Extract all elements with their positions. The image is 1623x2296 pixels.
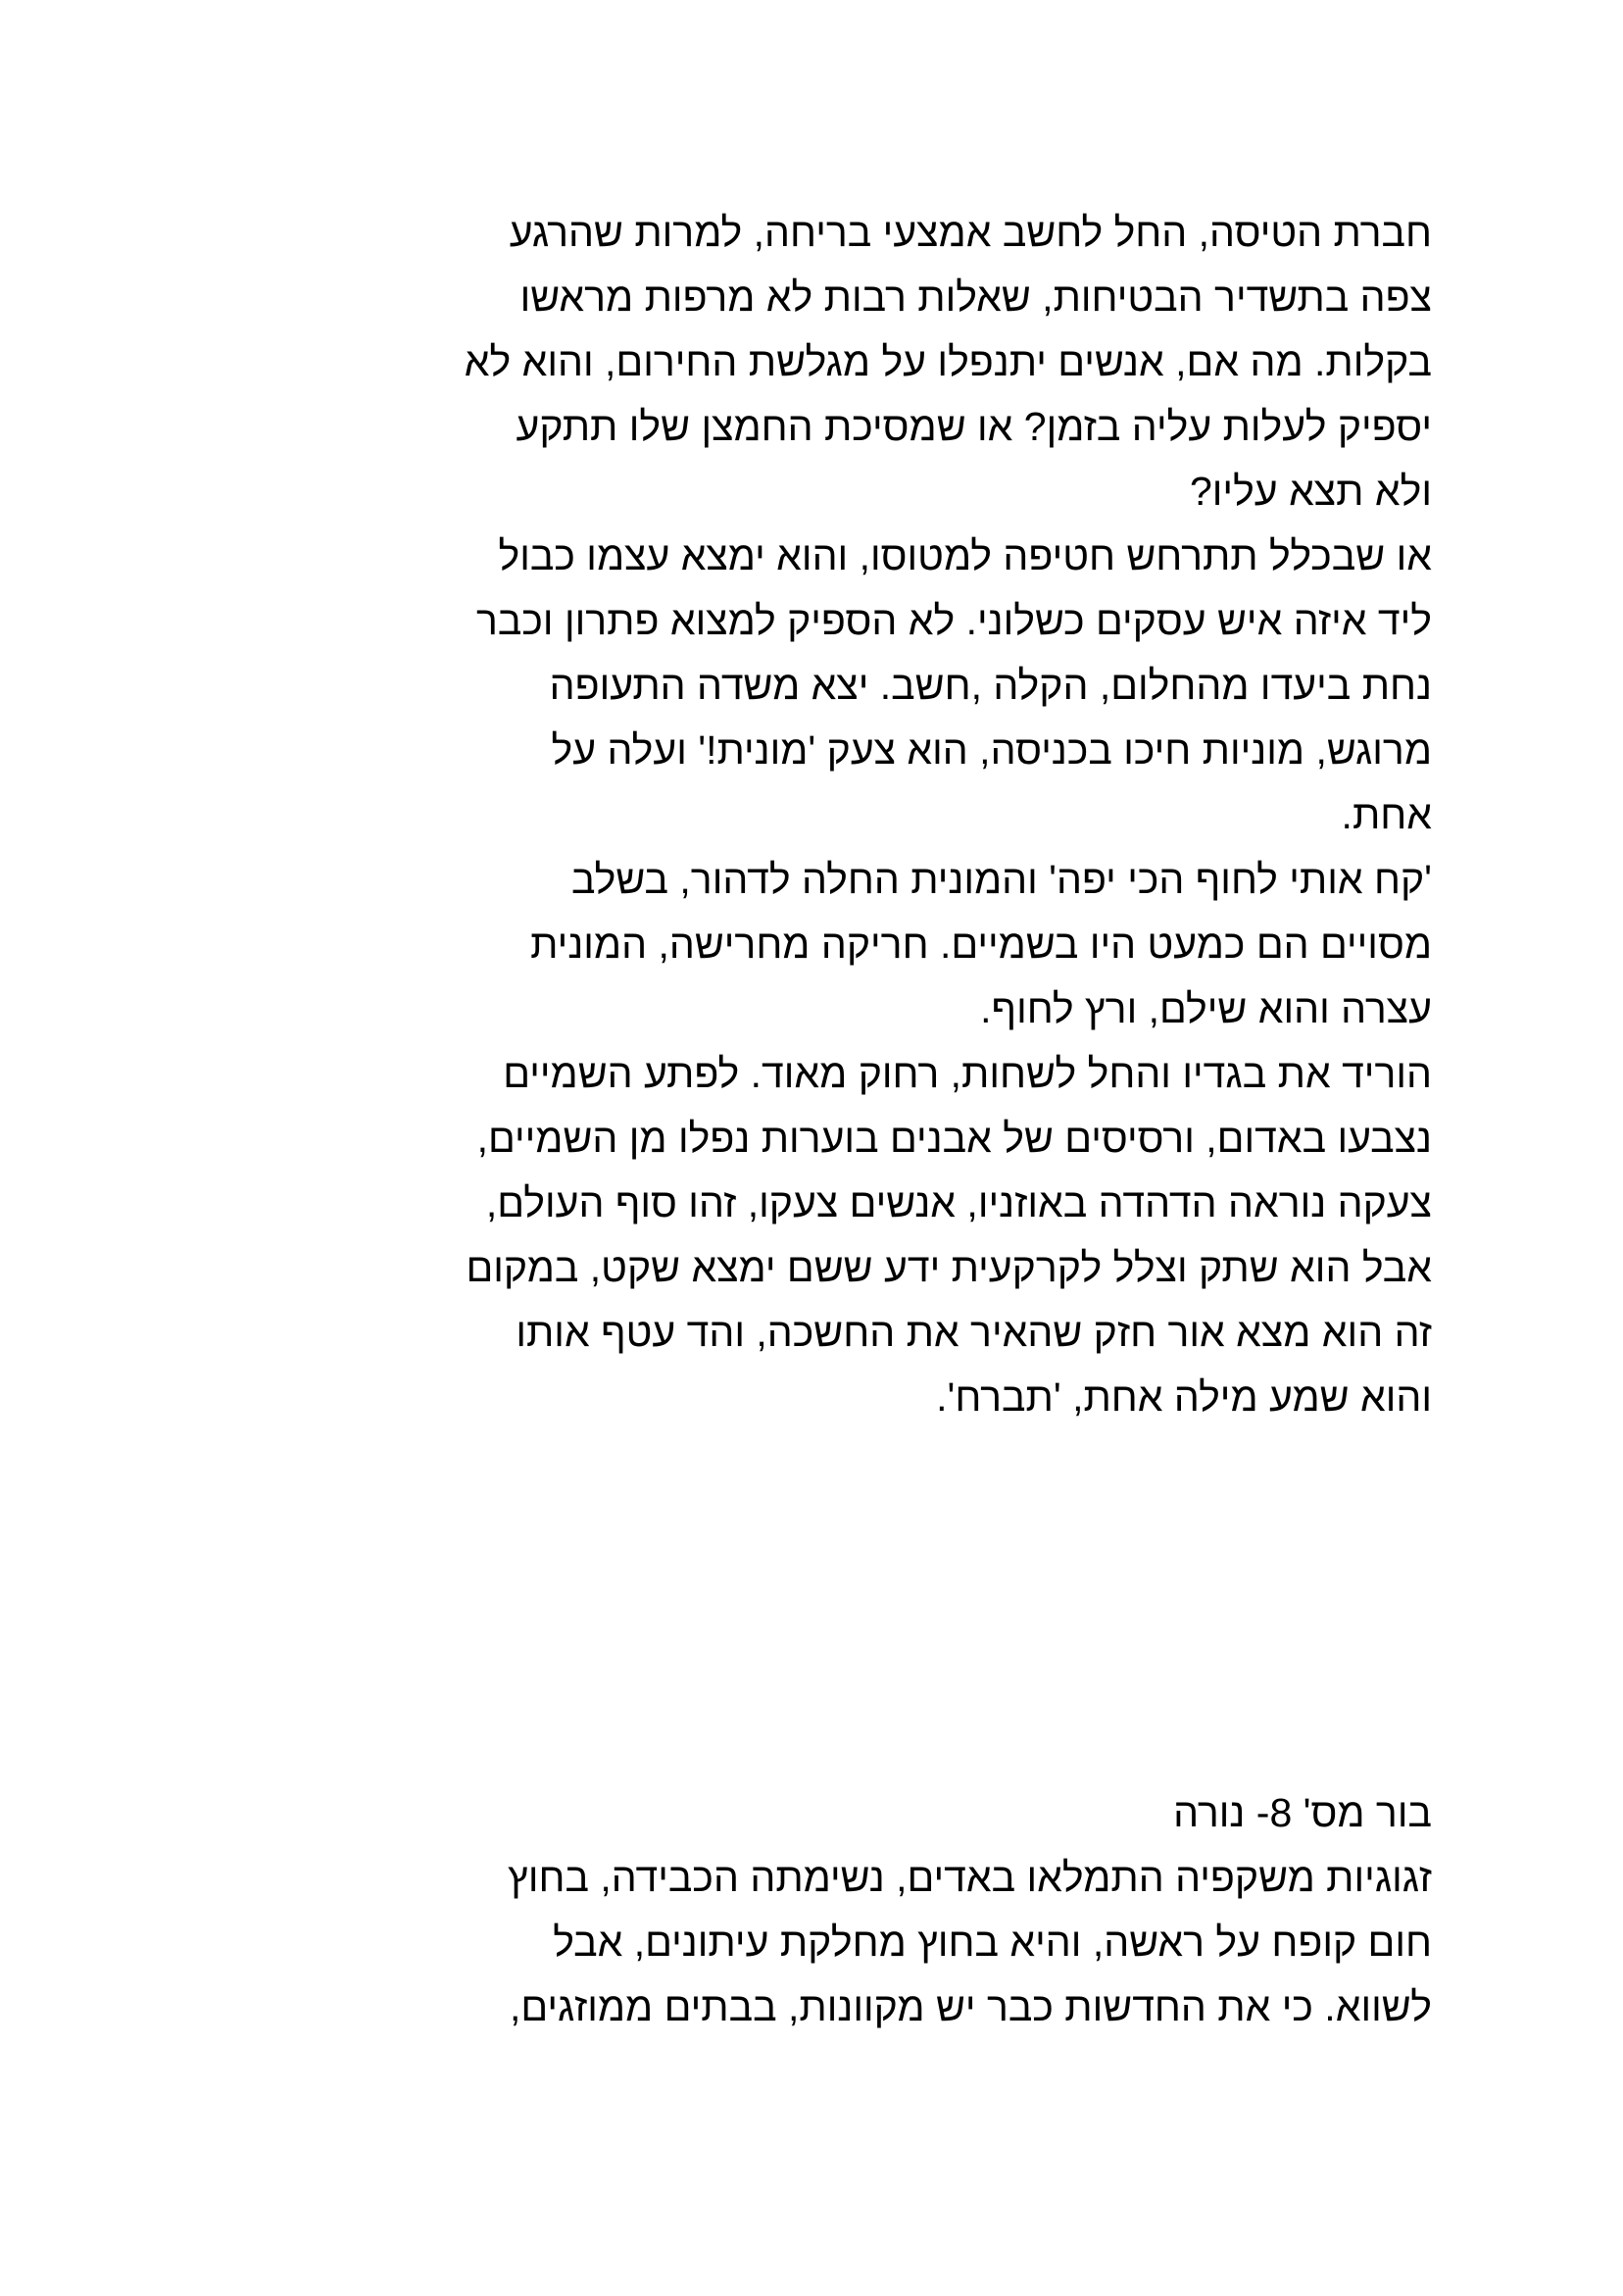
story-text-block-1	[187, 200, 1432, 1429]
section-heading: בור מס' 8- נורה	[1173, 1790, 1432, 1835]
text-line: אחת.	[1341, 792, 1432, 837]
text-line: והוא שמע מילה אחת, 'תברח'.	[936, 1374, 1432, 1420]
text-line: ולא תצא עליו?	[1189, 469, 1432, 514]
text-line: יספיק לעלות עליה בזמן? או שמסיכת החמצן שלו תתקע	[516, 404, 1432, 449]
text-line: חברת הטיסה, החל לחשב אמצעי בריחה, למרות שהרגע	[509, 210, 1432, 255]
text-line: נחת ביעדו מהחלום, הקלה ,חשב. יצא משדה התעופה	[549, 663, 1432, 708]
text-line: נצבעו באדום, ורסיסים של אבנים בוערות נפלו מן השמיים,	[476, 1116, 1432, 1161]
text-line: בקלות. מה אם, אנשים יתנפלו על מגלשת החירום, והוא לא	[464, 339, 1432, 384]
text-line: חום קופח על ראשה, והיא בחוץ מחלקת עיתונים, אבל	[553, 1920, 1432, 1965]
story-text-block-2	[187, 1780, 1432, 2039]
text-line: 'קח אותי לחוף הכי יפה' והמונית החלה לדהור, בשלב	[570, 857, 1432, 902]
text-line: צפה בתשדיר הבטיחות, שאלות רבות לא מרפות מראשו	[519, 275, 1432, 320]
text-line: עצרה והוא שילם, ורץ לחוף.	[980, 986, 1432, 1031]
text-line: מרוגש, מוניות חיכו בכניסה, הוא צעק 'מונית!' ועלה על	[551, 727, 1432, 773]
text-line: אבל הוא שתק וצלל לקרקעית ידע ששם ימצא שקט, במקום	[466, 1245, 1432, 1290]
text-line: צעקה נוראה הדהדה באוזניו, אנשים צעקו, זהו סוף העולם,	[485, 1180, 1432, 1225]
text-line: או שבכלל תתרחש חטיפה למטוסו, והוא ימצא עצמו כבול	[498, 533, 1432, 578]
text-line: מסויים הם כמעט היו בשמיים. חריקה מחרישה, המונית	[530, 922, 1432, 967]
text-line: זגוגיות משקפיה התמלאו באדים, נשימתה הכבידה, בחוץ	[508, 1855, 1432, 1900]
text-line: זה הוא מצא אור חזק שהאיר את החשכה, והד עטף אותו	[516, 1310, 1432, 1355]
text-line: ליד איזה איש עסקים כשלוני. לא הספיק למצוא פתרון וכבר	[475, 598, 1432, 643]
text-line: הוריד את בגדיו והחל לשחות, רחוק מאוד. לפתע השמיים	[503, 1051, 1432, 1096]
text-line: לשווא. כי את החדשות כבר יש מקוונות, בבתים ממוזגים,	[510, 1984, 1432, 2029]
